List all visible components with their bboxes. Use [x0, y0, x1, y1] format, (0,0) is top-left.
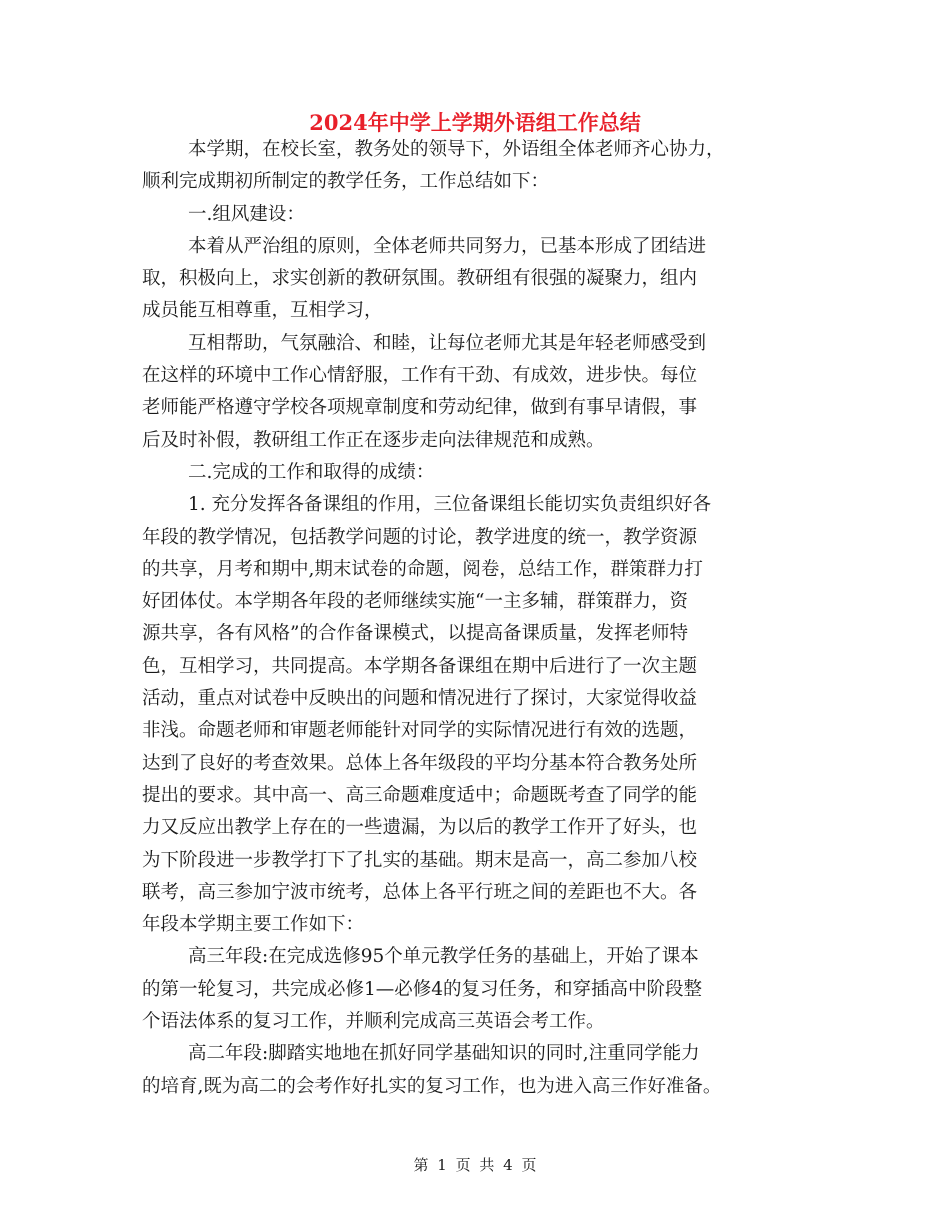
text-line: 达到了良好的考查效果。总体上各年级段的平均分基本符合教务处所 [142, 752, 698, 774]
text-line: 为下阶段进一步教学打下了扎实的基础。期末是高一，高二参加八校 [142, 849, 698, 871]
text-line: 的第一轮复习，共完成必修1—必修4的复习任务，和穿插高中阶段整 [142, 978, 703, 1000]
text-line: 成员能互相尊重，互相学习， [142, 300, 383, 322]
text-line: 的共享，月考和期中,期末试卷的命题，阅卷，总结工作，群策群力打 [142, 558, 703, 580]
text-line: 联考，高三参加宁波市统考，总体上各平行班之间的差距也不大。各 [142, 881, 698, 903]
text-line: 取，积极向上，求实创新的教研氛围。教研组有很强的凝聚力，组内 [142, 268, 698, 290]
text-line: 活动，重点对试卷中反映出的问题和情况进行了探讨，大家觉得收益 [142, 688, 698, 710]
text-line: 二.完成的工作和取得的成绩： [188, 461, 435, 483]
text-line: 非浅。命题老师和审题老师能针对同学的实际情况进行有效的选题， [142, 720, 698, 742]
text-line: 年段本学期主要工作如下： [142, 914, 365, 936]
text-line: 本着从严治组的原则，全体老师共同努力，已基本形成了团结进 [188, 235, 707, 257]
text-line: 在这样的环境中工作心情舒服，工作有干劲、有成效，进步快。每位 [142, 365, 698, 387]
text-line: 互相帮助，气氛融洽、和睦，让每位老师尤其是年轻老师感受到 [188, 332, 707, 354]
text-line: 老师能严格遵守学校各项规章制度和劳动纪律，做到有事早请假，事 [142, 397, 698, 419]
text-line: 高二年段:脚踏实地地在抓好同学基础知识的同时,注重同学能力 [188, 1043, 700, 1065]
page-footer: 第 1 页 共 4 页 [413, 1156, 537, 1174]
text-line: 本学期，在校长室，教务处的领导下，外语组全体老师齐心协力， [188, 139, 725, 160]
document-body [142, 134, 832, 1103]
text-line: 源共享，各有风格”的合作备课模式，以提高备课质量，发挥老师特 [142, 623, 688, 645]
text-line: 提出的要求。其中高一、高三命题难度适中；命题既考查了同学的能 [142, 784, 698, 806]
text-line: 色，互相学习，共同提高。本学期各备课组在期中后进行了一次主题 [142, 655, 698, 677]
text-line: 高三年段:在完成选修95个单元教学任务的基础上，开始了课本 [188, 946, 699, 968]
text-line: 后及时补假，教研组工作正在逐步走向法律规范和成熟。 [142, 429, 605, 451]
text-line: 顺利完成期初所制定的教学任务，工作总结如下： [142, 171, 550, 193]
text-line: 一.组风建设： [188, 203, 305, 225]
text-line: 1. 充分发挥各备课组的作用，三位备课组长能切实负责组织好各 [188, 494, 712, 516]
text-line: 好团体仗。本学期各年段的老师继续实施“一主多辅，群策群力，资 [142, 591, 688, 613]
text-line: 个语法体系的复习工作，并顺利完成高三英语会考工作。 [142, 1011, 605, 1033]
document-title: 2024年中学上学期外语组工作总结 [309, 110, 641, 135]
text-line: 力又反应出教学上存在的一些遗漏，为以后的教学工作开了好头，也 [142, 817, 698, 839]
text-line: 年段的教学情况，包括教学问题的讨论，教学进度的统一，教学资源 [142, 526, 698, 548]
text-line: 的培育,既为高二的会考作好扎实的复习工作，也为进入高三作好准备。 [142, 1075, 722, 1097]
